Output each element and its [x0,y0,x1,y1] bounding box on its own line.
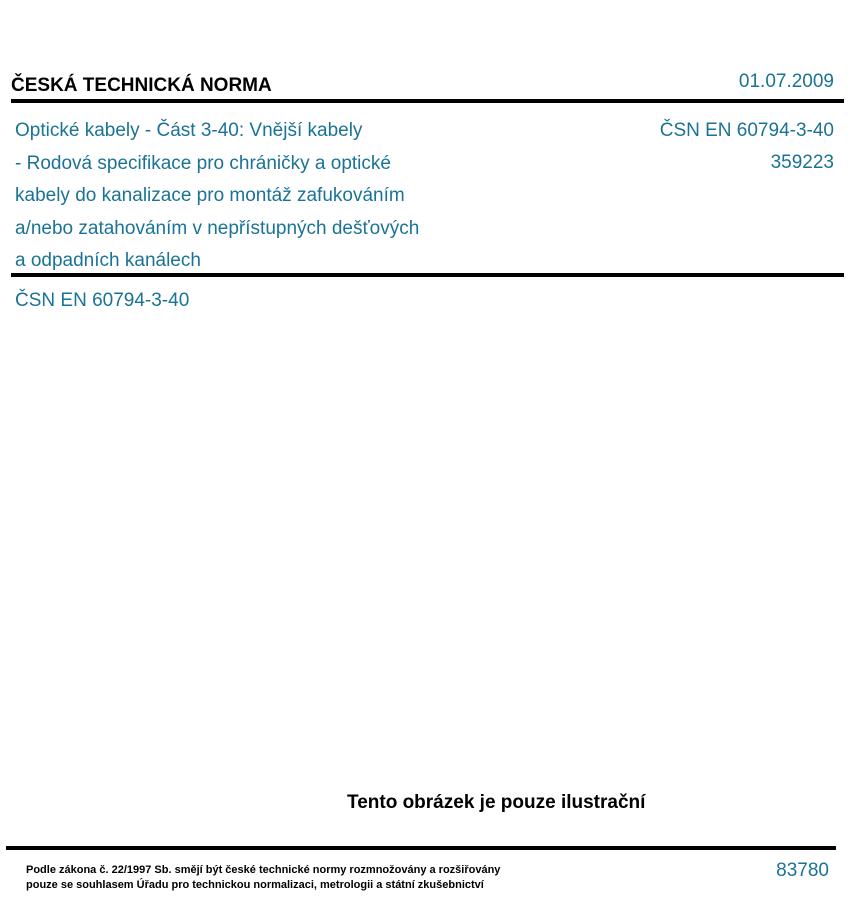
norm-date: 01.07.2009 [738,71,834,92]
legal-notice-line: Podle zákona č. 22/1997 Sb. smějí být české technické normy rozmnožovány a rozšiřovány [26,864,501,876]
top-divider [11,99,844,103]
document-title-line: - Rodová specifikace pro chráničky a optické [15,152,391,174]
document-title-line: kabely do kanalizace pro montáž zafukováním [15,185,405,206]
document-code: ČSN EN 60794-3-40 [659,120,834,141]
legal-notice-line: pouze se souhlasem Úřadu pro technickou normalizaci, metrologii a státní zkušebnictví [26,879,484,891]
norm-header-title: ČESKÁ TECHNICKÁ NORMA [11,75,272,96]
bottom-divider [6,846,836,850]
document-subheading: ČSN EN 60794-3-40 [15,290,190,311]
document-title-line: a odpadních kanálech [15,250,201,271]
document-title-line: Optické kabely - Část 3-40: Vnější kabely [15,120,363,141]
legal-notice [26,863,500,893]
illustration-notice: Tento obrázek je pouze ilustrační [347,792,646,813]
document-title [15,115,495,278]
document-title-line: a/nebo zatahováním v nepřístupných dešťových [15,217,420,239]
document-class-number: 359223 [770,152,834,173]
document-id-number: 83780 [776,860,829,881]
middle-divider [11,273,844,277]
